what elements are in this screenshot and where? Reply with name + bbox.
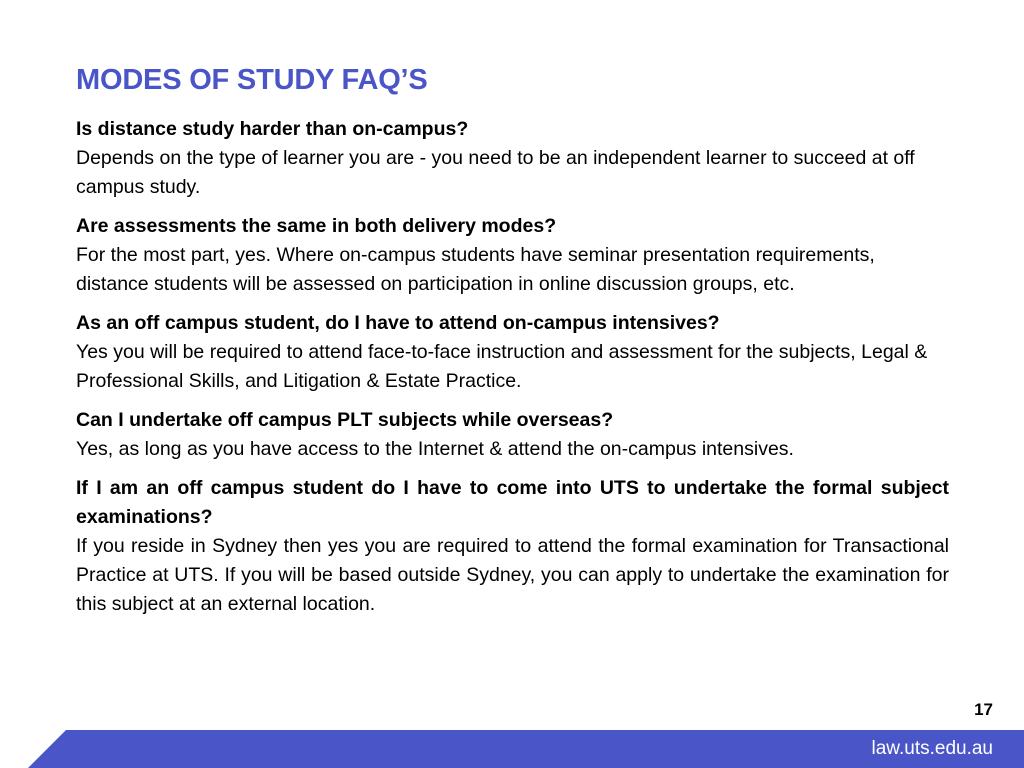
faq-item — [76, 115, 949, 202]
faq-answer: Yes you will be required to attend face-to-face instruction and assessment for the subjects, Legal & Professional Skills, and Litigation & Estate Practice. — [76, 341, 928, 392]
faq-question: Are assessments the same in both delivery modes? — [76, 215, 557, 237]
faq-question: As an off campus student, do I have to attend on-campus intensives? — [76, 312, 720, 334]
faq-answer: For the most part, yes. Where on-campus students have seminar presentation requirements, distance students will be assessed on participation in online discussion groups, etc. — [76, 244, 875, 295]
footer-bar — [0, 730, 1024, 768]
faq-answer: If you reside in Sydney then yes you are required to attend the formal examination for Transactional Practice at UTS. If you will be based outside Sydney, you can apply to undertake the examination for this subject at an external location. — [76, 535, 949, 615]
faq-question: If I am an off campus student do I have to come into UTS to undertake the formal subject examinations? — [76, 477, 949, 528]
faq-answer: Yes, as long as you have access to the Internet & attend the on-campus intensives. — [76, 438, 794, 460]
page-number: 17 — [974, 700, 993, 719]
faq-item — [76, 309, 949, 396]
faq-item — [76, 406, 949, 464]
faq-item — [76, 212, 949, 299]
faq-list — [76, 115, 949, 629]
faq-question: Can I undertake off campus PLT subjects while overseas? — [76, 409, 614, 431]
faq-question: Is distance study harder than on-campus? — [76, 118, 469, 140]
footer-url: law.uts.edu.au — [871, 738, 993, 759]
faq-item — [76, 474, 949, 619]
slide-title: MODES OF STUDY FAQ’S — [76, 64, 428, 96]
faq-answer: Depends on the type of learner you are - you need to be an independent learner to succeed at off campus study. — [76, 147, 915, 198]
